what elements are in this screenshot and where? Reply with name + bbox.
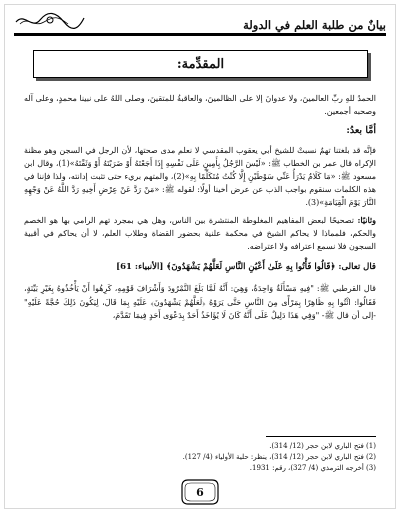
- running-header-title: بيانٌ من طلبة العلم في الدولة: [243, 18, 386, 32]
- footnotes: [24, 441, 376, 474]
- footnote-2: (2) فتح الباري لابن حجر (12/ 314)، ينظر: حلية الأولياء (4/ 127).: [182, 453, 376, 461]
- quran-verse: قال تعالى: ﴿قَالُوا فَأْتُوا بِهِ عَلَىٰ أَعْيُنِ النَّاسِ لَعَلَّهُمْ يَشْهَدُونَ﴾ [الأنبياء: 61]: [116, 262, 376, 273]
- paragraph-qurtubi: قال القرطبي ﷺ: "فِيهِ مَسْأَلَةٌ وَاحِدَةٌ، وَهِيَ: أَنَّهُ لَمَّا بَلَغَ النَّمْرُودَ وَأَشْرَافَ قَوْمِهِ، كَرِهُوا أَنْ يَأْخُذُوهُ بِغَيْرِ بَيِّنَةٍ، فَقَالُوا: ائْتُوا بِهِ ظَاهِرًا بِمَرْأًى مِنَ النَّاسِ حَتَّى يَرَوْهُ ﴿لَعَلَّهُمْ يَشْهَدُونَ﴾ عَلَيْهِ بِمَا قَالَ، لِيَكُونَ ذَلِكَ حُجَّةً عَلَيْهِ" -إلى أن قال ﷺ- "وَفِي هَذَا دَلِيلٌ عَلَى أَنَّهُ كَانَ لَا يُؤَاخَذُ أَحَدٌ بِدَعْوَى أَحَدٍ فِيمَا تَقَدَّمَ،: [24, 284, 376, 320]
- amma-baad-heading: أمَّا بعدُ:: [346, 125, 376, 137]
- section-heading-box: [33, 50, 368, 78]
- page-number-ornament: [180, 478, 220, 506]
- main-text: [24, 92, 376, 326]
- paragraph-secondly: [24, 214, 376, 254]
- paragraph-accusations: فإنَّه قد بلغتنا تهمٌ نسبتْ للشيخ أبي يعقوب المقدسي لا نعلم مدى صحتها، لأن الرجل في السجن وهو مظنة الإكراه قال عمر بن الخطاب ﷺ: «لَيْسَ الرَّجُلُ بِأَمِينٍ عَلَى نَفْسِهِ إِذَا أَجَعْتَهُ أَوْ ضَرَبْتَهُ أَوْ وَثَقْتَهُ»(1)، وقال ابن مسعود ﷺ: «مَا كَلَامٌ يَدْرَأُ عَنِّي سَوْطَيْنِ إِلَّا كُنْتُ مُتَكَلِّمًا بِهِ»(2)، والمتهم بريء حتى تثبت إدانته، ولذا فإننا في هذه الكلمات سنقوم بواجب الذب عن عرض أخينا أولًا: لقوله ﷺ: «مَنْ رَدَّ عَنْ عِرْضِ أَخِيهِ رَدَّ اللَّهُ عَنْ وَجْهِهِ النَّارَ يَوْمَ الْقِيَامَةِ»(3).: [24, 145, 377, 208]
- header-rule: [14, 33, 386, 36]
- footnote-3: (3) أخرجه الترمذي (4/ 327)، رقم: 1931.: [249, 464, 376, 472]
- footnote-1: (1) فتح الباري لابن حجر (12/ 314).: [269, 442, 376, 450]
- page-number: 6: [196, 485, 204, 499]
- secondly-lead: وثانيًا:: [357, 214, 376, 225]
- opening-paragraph: الحمدُ للهِ ربِّ العالمينَ، ولا عدوانَ إلا على الظالمينَ، والعاقبةُ للمتقينَ، وصلى اللهُ على نبينا محمدٍ، وعلى آله وصحبه أجمعين.: [24, 94, 376, 117]
- footnote-separator: [266, 436, 376, 437]
- secondly-text: تصحيحًا لبعض المفاهيم المغلوطة المنتشرة بين الناس، وهل هي بمجرد تهم الرامي بها هو الخصم والحكم، فلمماذا لا يحاكم الشيخ في محكمة علنية بحضور القضاة وطلاب العلم، لا أن يحاكم في أقبية السجون فلا نسمع اعترافه ولا اعتراضه.: [24, 215, 376, 252]
- header-ornament-icon: [14, 8, 86, 32]
- section-title: المقدِّمة:: [176, 56, 225, 72]
